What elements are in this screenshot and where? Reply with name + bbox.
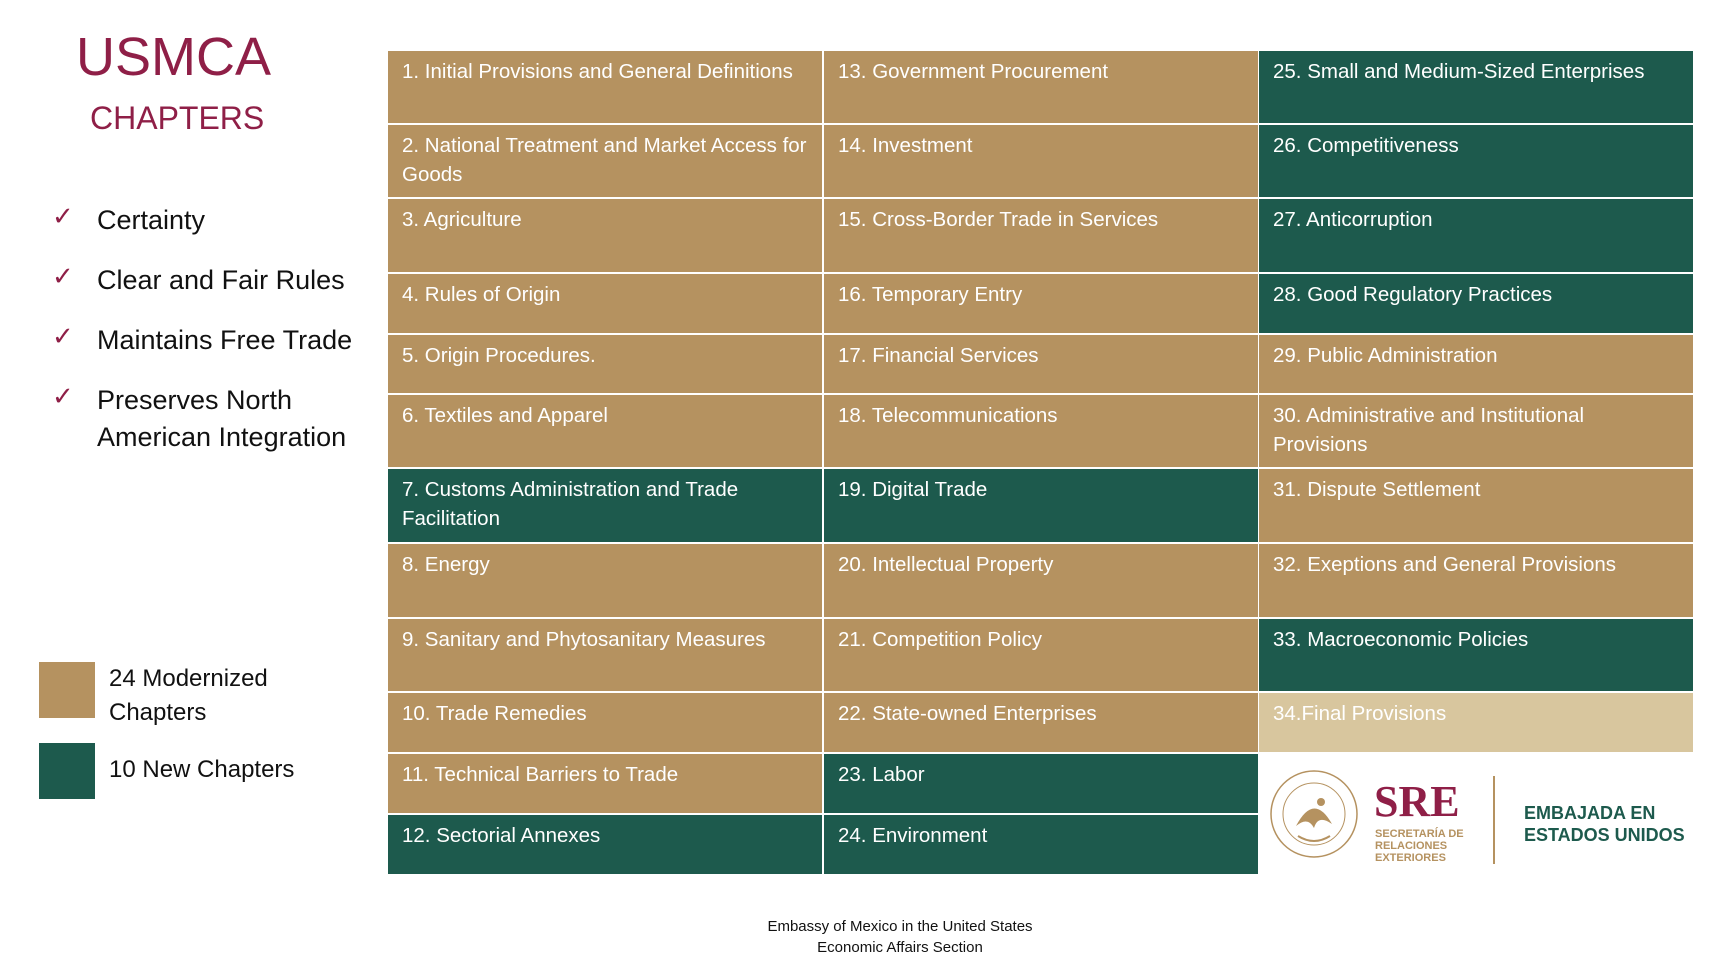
chapter-cell: 13. Government Procurement	[824, 51, 1258, 123]
chapter-cell: 24. Environment	[824, 815, 1258, 874]
checkmark-icon: ✓	[52, 201, 74, 231]
legend-label: 24 Modernized Chapters	[109, 665, 268, 726]
benefit-item	[52, 382, 362, 456]
chapter-cell: 17. Financial Services	[824, 335, 1258, 393]
chapter-cell: 10. Trade Remedies	[388, 693, 822, 752]
chapter-cell: 16. Temporary Entry	[824, 274, 1258, 333]
benefit-item	[52, 202, 362, 239]
modernized-swatch	[39, 662, 95, 718]
legend-modernized	[39, 662, 309, 730]
chapter-cell: 7. Customs Administration and Trade Facilitation	[388, 469, 822, 542]
chapter-cell: 22. State-owned Enterprises	[824, 693, 1258, 752]
chapter-cell: 12. Sectorial Annexes	[388, 815, 822, 874]
benefit-label: Maintains Free Trade	[97, 325, 353, 355]
embassy-line: ESTADOS UNIDOS	[1524, 825, 1685, 845]
chapter-cell: 3. Agriculture	[388, 199, 822, 272]
chapter-cell: 8. Energy	[388, 544, 822, 617]
benefit-item	[52, 322, 362, 359]
checkmark-icon: ✓	[52, 261, 74, 291]
embassy-line: EMBAJADA EN	[1524, 803, 1656, 823]
legend-new	[39, 743, 309, 799]
new-swatch	[39, 743, 95, 799]
benefit-label: Certainty	[97, 205, 206, 235]
chapter-cell: 20. Intellectual Property	[824, 544, 1258, 617]
chapter-cell: 30. Administrative and Institutional Provisions	[1259, 395, 1693, 467]
sre-acronym: SRE	[1374, 777, 1460, 826]
chapter-cell: 9. Sanitary and Phytosanitary Measures	[388, 619, 822, 691]
chapter-cell: 2. National Treatment and Market Access for Goods	[388, 125, 822, 197]
chapter-cell: 28. Good Regulatory Practices	[1259, 274, 1693, 333]
chapter-cell: 14. Investment	[824, 125, 1258, 197]
checkmark-icon: ✓	[52, 381, 74, 411]
agency-line: RELACIONES	[1375, 840, 1448, 852]
checkmark-icon: ✓	[52, 321, 74, 351]
page-title: USMCA	[76, 27, 272, 87]
chapter-cell: 32. Exeptions and General Provisions	[1259, 544, 1693, 617]
chapter-cell: 25. Small and Medium-Sized Enterprises	[1259, 51, 1693, 123]
chapter-cell: 34.Final Provisions	[1259, 693, 1693, 752]
benefit-label: Preserves North American Integration	[97, 385, 347, 452]
benefits-list	[52, 202, 362, 479]
agency-line: EXTERIORES	[1375, 852, 1446, 864]
sre-embassy-logo	[1258, 764, 1698, 874]
mexican-seal-icon	[1271, 771, 1357, 857]
chapter-cell: 27. Anticorruption	[1259, 199, 1693, 272]
page-subtitle: CHAPTERS	[90, 100, 265, 136]
chapter-cell: 31. Dispute Settlement	[1259, 469, 1693, 542]
chapter-cell: 5. Origin Procedures.	[388, 335, 822, 393]
agency-line: SECRETARÍA DE	[1375, 828, 1464, 840]
chapter-cell: 19. Digital Trade	[824, 469, 1258, 542]
chapter-cell: 1. Initial Provisions and General Definitions	[388, 51, 822, 123]
chapter-cell: 15. Cross-Border Trade in Services	[824, 199, 1258, 272]
chapter-cell: 26. Competitiveness	[1259, 125, 1693, 197]
benefit-label: Clear and Fair Rules	[97, 265, 345, 295]
legend-label: 10 New Chapters	[109, 756, 295, 783]
chapter-cell: 4. Rules of Origin	[388, 274, 822, 333]
chapter-cell: 29. Public Administration	[1259, 335, 1693, 393]
chapter-cell: 11. Technical Barriers to Trade	[388, 754, 822, 813]
chapter-cell: 33. Macroeconomic Policies	[1259, 619, 1693, 691]
footer-line-1: Embassy of Mexico in the United States	[767, 918, 1033, 935]
footer-line-2: Economic Affairs Section	[817, 939, 983, 956]
chapter-cell: 21. Competition Policy	[824, 619, 1258, 691]
chapter-cell: 18. Telecommunications	[824, 395, 1258, 467]
chapter-cell: 23. Labor	[824, 754, 1258, 813]
chapter-cell: 6. Textiles and Apparel	[388, 395, 822, 467]
benefit-item	[52, 262, 362, 299]
